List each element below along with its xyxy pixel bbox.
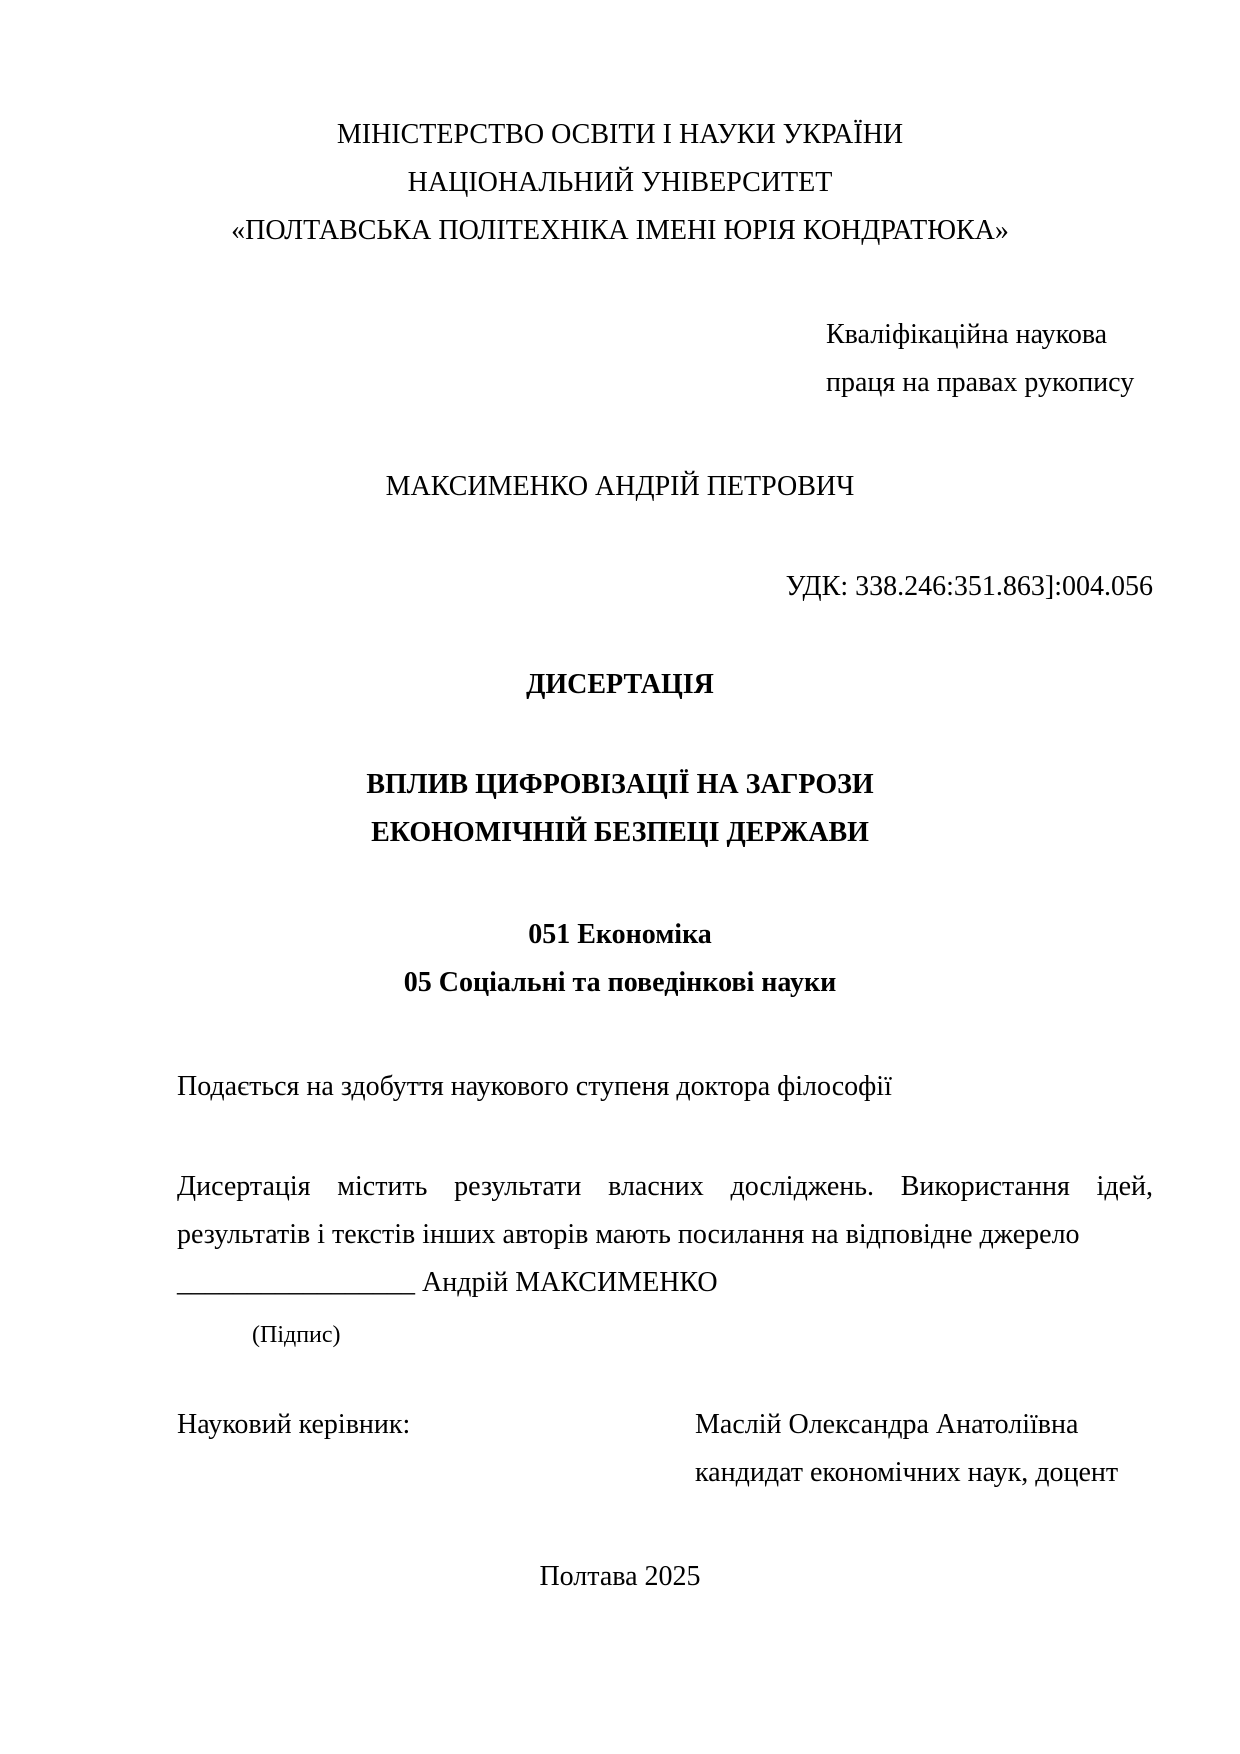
university-name-line1: НАЦІОНАЛЬНИЙ УНІВЕРСИТЕТ bbox=[407, 167, 833, 198]
manuscript-note-line2: праця на правах рукопису bbox=[826, 367, 1135, 398]
specialty-code: 051 Економіка bbox=[528, 919, 712, 950]
manuscript-note-line1: Кваліфікаційна наукова bbox=[826, 319, 1108, 350]
signature-name: Андрій МАКСИМЕНКО bbox=[422, 1267, 718, 1298]
signature-line bbox=[177, 1266, 718, 1300]
originality-line2: результатів і текстів інших авторів мають посилання на відповідне джерело bbox=[177, 1219, 1080, 1250]
author-name: МАКСИМЕНКО АНДРІЙ ПЕТРОВИЧ bbox=[385, 471, 855, 502]
signature-blank: _________________ bbox=[177, 1267, 415, 1298]
originality-line1: Дисертація містить результати власних досліджень. Використання ідей, bbox=[177, 1171, 1153, 1202]
university-name-line2: «ПОЛТАВСЬКА ПОЛІТЕХНІКА ІМЕНІ ЮРІЯ КОНДРАТЮКА» bbox=[231, 215, 1009, 246]
supervisor-degree: кандидат економічних наук, доцент bbox=[695, 1457, 1119, 1488]
supervisor-label: Науковий керівник: bbox=[177, 1409, 411, 1440]
thesis-title-line1: ВПЛИВ ЦИФРОВІЗАЦІЇ НА ЗАГРОЗИ bbox=[366, 769, 874, 800]
supervisor-name: Маслій Олександра Анатоліївна bbox=[695, 1409, 1079, 1440]
document-type: ДИСЕРТАЦІЯ bbox=[526, 669, 714, 700]
udc-code: УДК: 338.246:351.863]:004.056 bbox=[785, 571, 1153, 602]
signature-caption: (Підпис) bbox=[252, 1322, 341, 1348]
degree-statement: Подається на здобуття наукового ступеня доктора філософії bbox=[177, 1071, 892, 1102]
city-year: Полтава 2025 bbox=[539, 1561, 701, 1592]
knowledge-field: 05 Соціальні та поведінкові науки bbox=[403, 967, 837, 998]
ministry-name: МІНІСТЕРСТВО ОСВІТИ І НАУКИ УКРАЇНИ bbox=[336, 119, 904, 150]
thesis-title-line2: ЕКОНОМІЧНІЙ БЕЗПЕЦІ ДЕРЖАВИ bbox=[371, 817, 869, 848]
